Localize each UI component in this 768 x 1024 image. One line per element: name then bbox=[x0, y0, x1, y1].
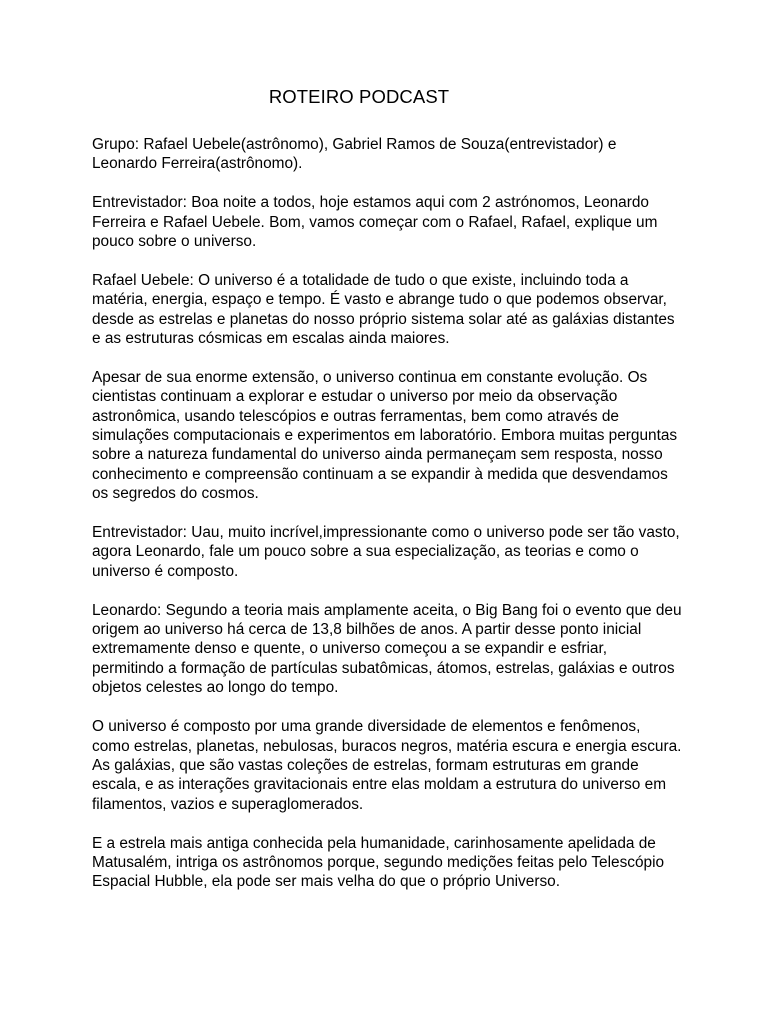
document-body bbox=[92, 135, 682, 911]
paragraph-universe-evolution: Apesar de sua enorme extensão, o universo continua em constante evolução. Os cientistas continuam a explorar e estudar o universo por meio da observação astronômica, usando telescópios e outras ferramentas, bem como através de simulações computacionais e experimentos em laboratório. Embora muitas perguntas sobre a natureza fundamental do universo ainda permaneçam sem resposta, nosso conhecimento e compreensão continuam a se expandir à medida que desvendamos os segredos do cosmos. bbox=[92, 368, 678, 503]
paragraph-interviewer-question: Entrevistador: Uau, muito incrível,impressionante como o universo pode ser tão vasto, agora Leonardo, fale um pouco sobre a sua especialização, as teorias e como o universo é composto. bbox=[92, 524, 680, 580]
paragraph-universe-composition: O universo é composto por uma grande diversidade de elementos e fenômenos, como estrelas, planetas, nebulosas, buracos negros, matéria escura e energia escura. As galáxias, que são vastas coleções de estrelas, formam estruturas em grande escala, e as interações gravitacionais entre elas moldam a estrutura do universo em filamentos, vazios e superaglomerados. bbox=[92, 718, 682, 813]
paragraph-rafael-universe: Rafael Uebele: O universo é a totalidade de tudo o que existe, incluindo toda a matéria, energia, espaço e tempo. É vasto e abrange tudo o que podemos observar, desde as estrelas e planetas do nosso próprio sistema solar até as galáxias distantes e as estruturas cósmicas em escalas ainda maiores. bbox=[92, 271, 675, 348]
paragraph-group: Grupo: Rafael Uebele(astrônomo), Gabriel Ramos de Souza(entrevistador) e Leonardo Ferreira(astrônomo). bbox=[92, 136, 617, 173]
document-title: ROTEIRO PODCAST bbox=[268, 86, 450, 107]
paragraph-methuselah-star: E a estrela mais antiga conhecida pela humanidade, carinhosamente apelidada de Matusalém, intriga os astrônomos porque, segundo medições feitas pelo Telescópio Espacial Hubble, ela pode ser mais velha do que o próprio Universo. bbox=[92, 834, 665, 891]
paragraph-interviewer-intro: Entrevistador: Boa noite a todos, hoje estamos aqui com 2 astrónomos, Leonardo Ferreira e Rafael Uebele. Bom, vamos começar com o Rafael, Rafael, explique um pouco sobre o universo. bbox=[92, 194, 658, 251]
paragraph-leonardo-big-bang: Leonardo: Segundo a teoria mais amplamente aceita, o Big Bang foi o evento que deu origem ao universo há cerca de 13,8 bilhões de anos. A partir desse ponto inicial extremamente denso e quente, o universo começou a se expandir e esfriar, permitindo a formação de partículas subatômicas, átomos, estrelas, galáxias e outros objetos celestes ao longo do tempo. bbox=[92, 601, 682, 697]
